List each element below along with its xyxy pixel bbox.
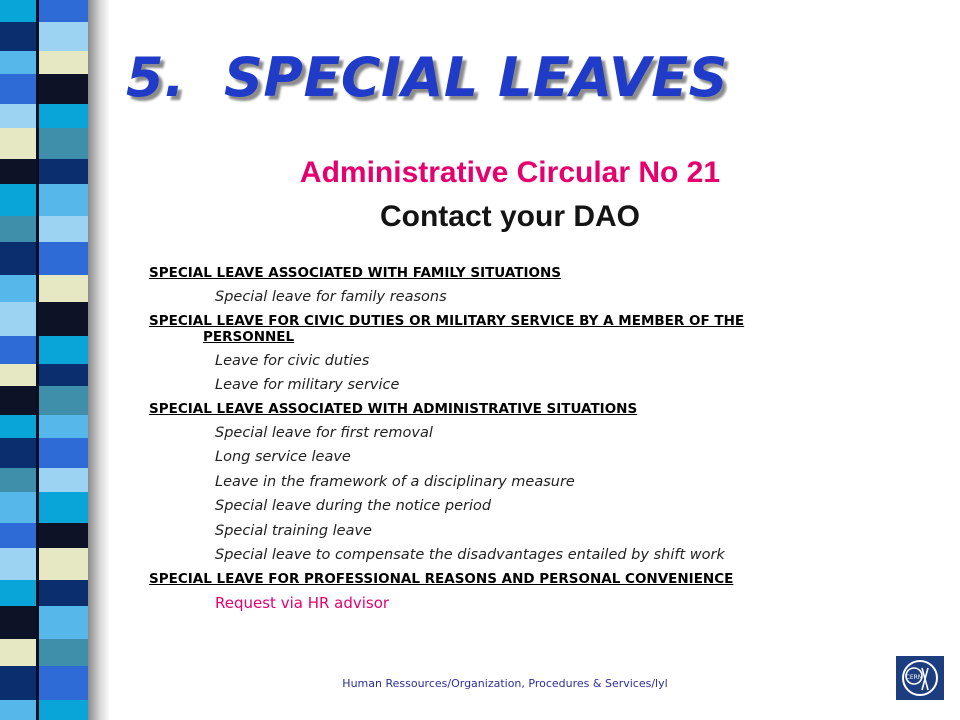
stripe-shadow [88,0,110,720]
decorative-stripe [0,0,90,720]
section-heading-professional: SPECIAL LEAVE FOR PROFESSIONAL REASONS AND PERSONAL CONVENIENCE [149,570,734,587]
list-item: Special leave to compensate the disadvantages entailed by shift work [215,547,725,563]
list-item: Special leave for family reasons [215,289,447,305]
title-number: 5. [126,46,186,109]
list-item: Leave in the framework of a disciplinary measure [215,473,575,490]
cern-logo-icon [896,656,944,700]
section-heading-civic: SPECIAL LEAVE FOR CIVIC DUTIES OR MILITARY SERVICE BY A MEMBER OF THE PERSONNEL [149,312,745,345]
circular-subtitle: Administrative Circular No 21 [299,156,721,189]
hr-advisor-note: Request via HR advisor [215,593,390,612]
list-item: Leave for civic duties [215,352,370,369]
contact-subtitle: Contact your DAO [379,200,640,233]
list-item: Special training leave [215,522,372,539]
title-text: SPECIAL LEAVES [224,46,729,109]
list-item: Special leave during the notice period [215,498,492,514]
leave-list [149,262,849,615]
list-item: Leave for military service [215,377,400,393]
svg-text:CERN: CERN [905,674,923,681]
section-heading-administrative: SPECIAL LEAVE ASSOCIATED WITH ADMINISTRATIVE SITUATIONS [149,400,638,417]
slide-title [126,46,728,109]
footer-text: Human Ressources/Organization, Procedures & Services/lyl [342,677,668,690]
list-item: Long service leave [215,449,351,465]
list-item: Special leave for first removal [215,424,433,441]
section-heading-family: SPECIAL LEAVE ASSOCIATED WITH FAMILY SITUATIONS [149,265,561,281]
